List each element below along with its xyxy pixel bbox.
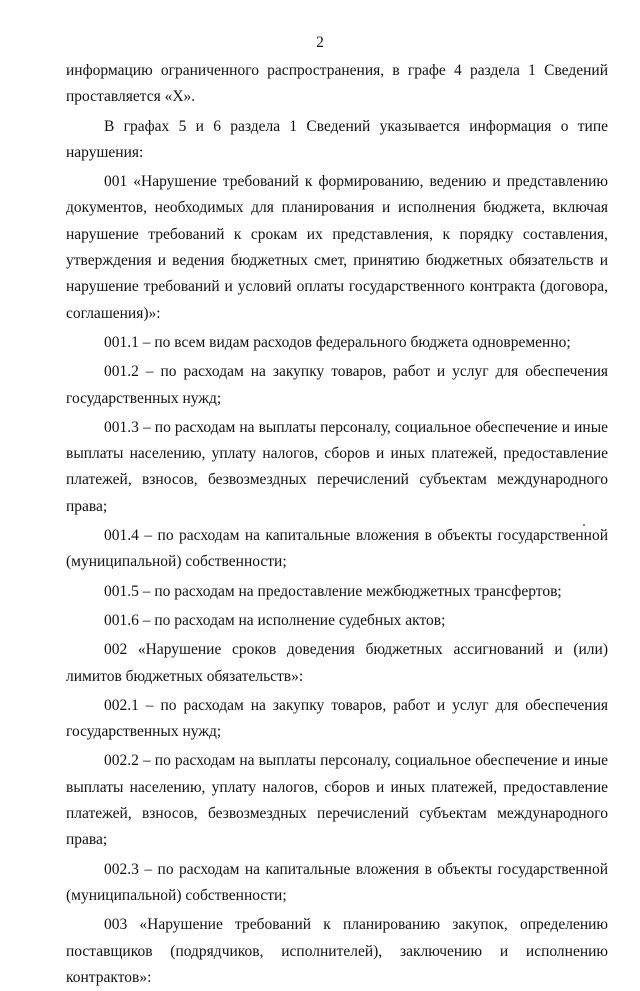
paragraph-002: 002 «Нарушение сроков доведения бюджетных ассигнований и (или) лимитов бюджетных обязательств»: bbox=[66, 641, 608, 685]
paragraph-001-1: 001.1 – по всем видам расходов федерального бюджета одновременно; bbox=[104, 333, 571, 351]
paragraph-002-3: 002.3 – по расходам на капитальные вложения в объекты государственной (муниципальной) собственности; bbox=[66, 860, 608, 904]
paragraph-001-4: 001.4 – по расходам на капитальные вложения в объекты государственной (муниципальной) собственности; bbox=[66, 527, 608, 571]
paragraph-continuation: информацию ограниченного распространения, в графе 4 раздела 1 Сведений проставляется «Х». bbox=[66, 62, 608, 106]
paragraph-003: 003 «Нарушение требований к планированию закупок, определению поставщиков (подрядчиков, исполнителей), заключению и исполнению контрактов»: bbox=[66, 916, 608, 986]
paragraph-002-2: 002.2 – по расходам на выплаты персоналу, социальное обеспечение и иные выплаты населению, уплату налогов, сборов и иных платежей, предоставление платежей, взносов, безвозмездных перечислений субъектам международного права; bbox=[66, 752, 608, 849]
page-number: 2 bbox=[316, 34, 324, 51]
document-body bbox=[66, 58, 608, 991]
paragraph-002-1: 002.1 – по расходам на закупку товаров, работ и услуг для обеспечения государственных нужд; bbox=[66, 696, 608, 741]
paragraph-001-5: 001.5 – по расходам на предоставление межбюджетных трансфертов; bbox=[104, 582, 562, 600]
scan-speck bbox=[583, 524, 585, 526]
paragraph-001-6: 001.6 – по расходам на исполнение судебных актов; bbox=[104, 611, 446, 629]
paragraph-001: 001 «Нарушение требований к формированию, ведению и представлению документов, необходимых для планирования и исполнения бюджета, включая нарушение требований к срокам их представления, к порядку составления, утверждения и ведения бюджетных смет, принятию бюджетных обязательств и нарушение требований и условий оплаты государственного контракта (договора, соглашения)»: bbox=[66, 173, 608, 322]
paragraph-001-3: 001.3 – по расходам на выплаты персоналу, социальное обеспечение и иные выплаты населению, уплату налогов, сборов и иных платежей, предоставление платежей, взносов, безвозмездных перечислений субъектам международного права; bbox=[66, 418, 608, 515]
paragraph-001-2: 001.2 – по расходам на закупку товаров, работ и услуг для обеспечения государственных нужд; bbox=[66, 363, 608, 407]
paragraph-violation-types-intro: В графах 5 и 6 раздела 1 Сведений указывается информация о типе нарушения: bbox=[66, 117, 608, 161]
